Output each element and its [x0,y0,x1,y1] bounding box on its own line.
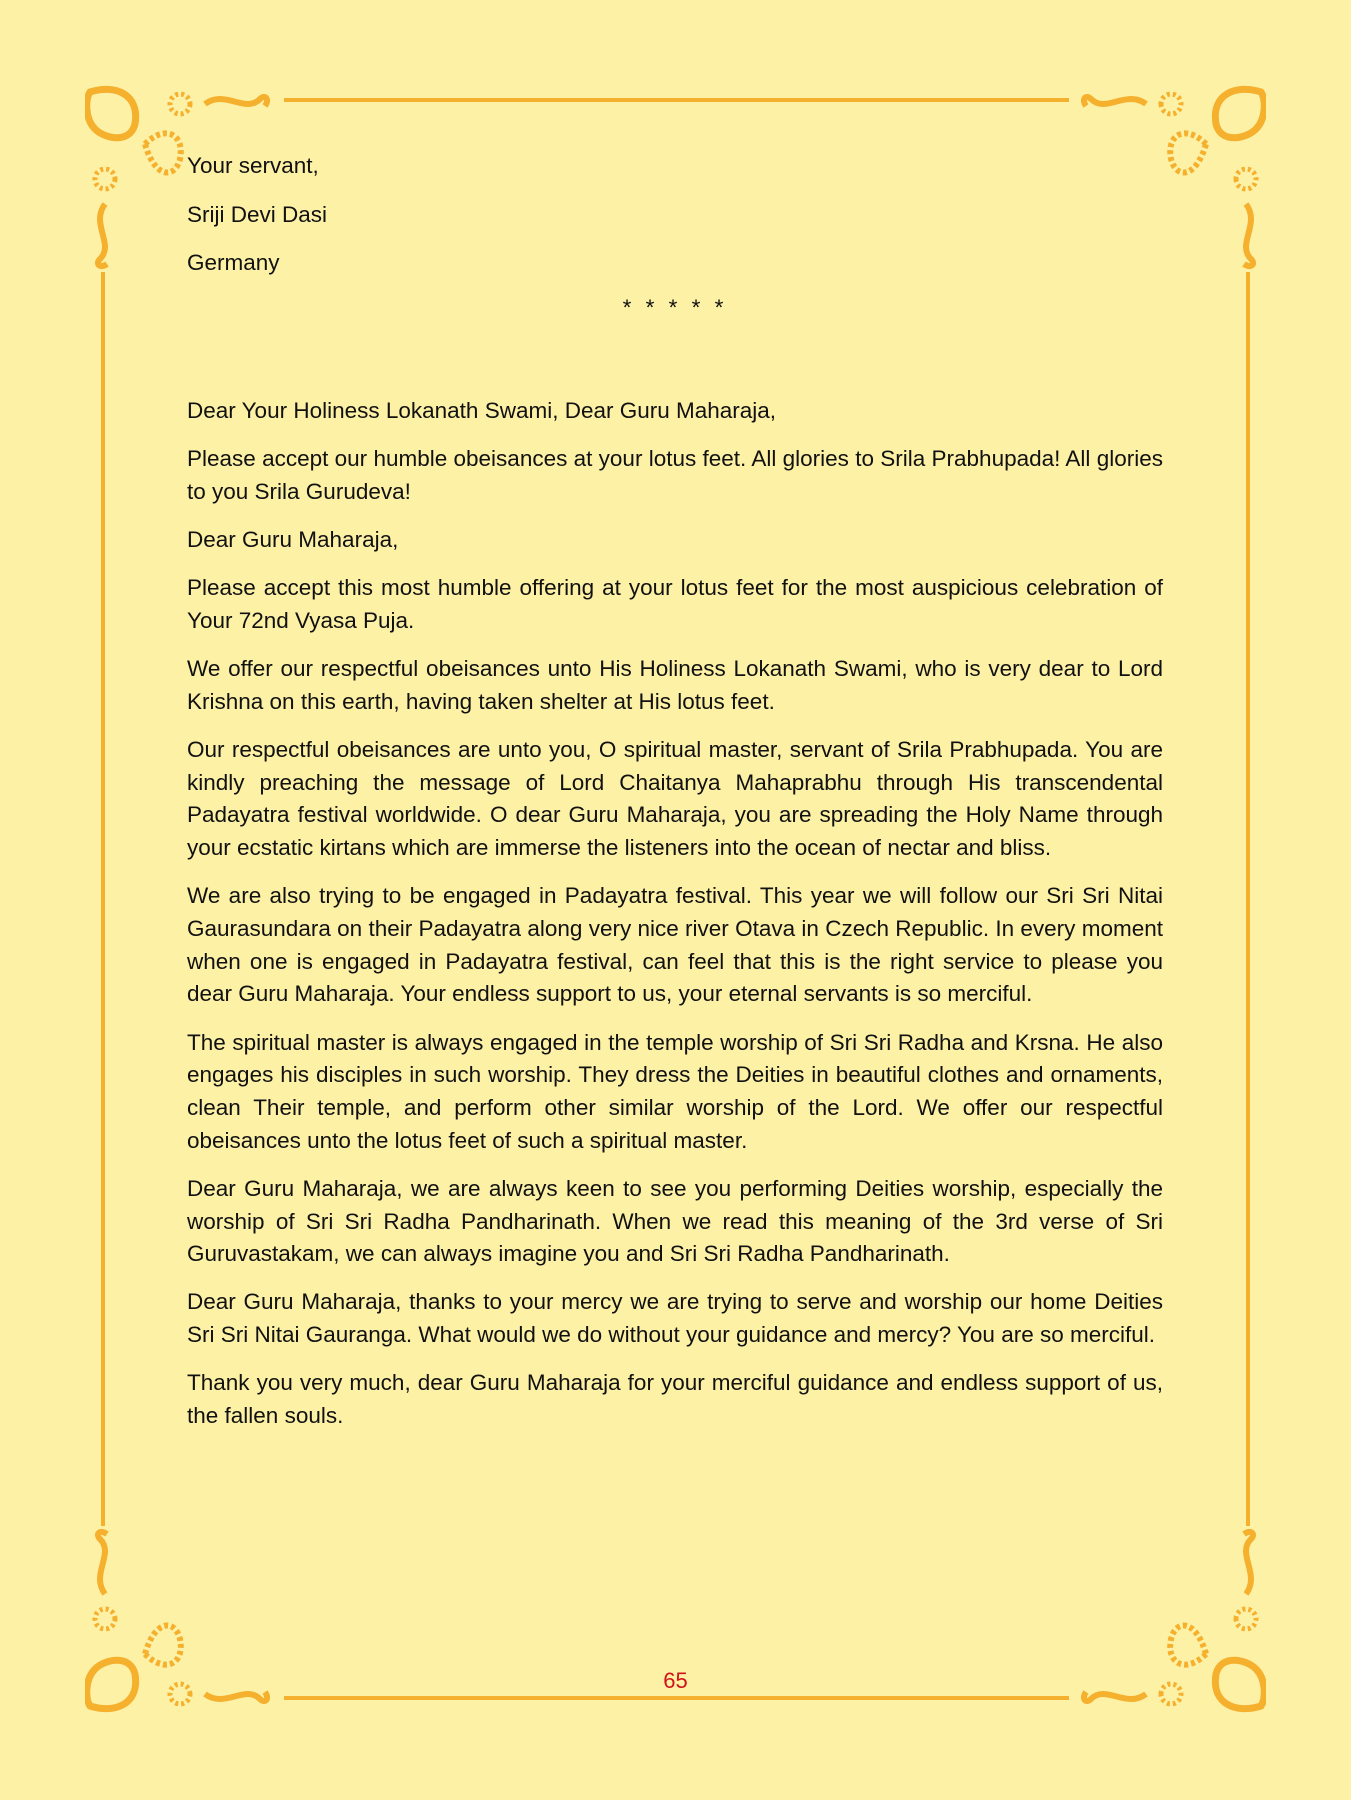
border-bottom [284,1696,1069,1700]
closing: Your servant, [187,153,319,178]
page-number: 65 [663,1668,688,1693]
salutation: Dear Your Holiness Lokanath Swami, Dear Guru Maharaja, [187,397,777,423]
signature-block [187,150,1163,280]
paragraph: Dear Guru Maharaja, we are always keen to see you performing Deities worship, especially the worship of Sri Sri Radha Pandharinath. When we read this meaning of the 3rd verse of Sri Guruvastakam, we can always imagine you and Sri Sri Radha Pandharinath. [187,1175,1163,1267]
border-right [1246,272,1250,1526]
paragraph: Thank you very much, dear Guru Maharaja for your merciful guidance and endless support of us, the fallen souls. [187,1370,1163,1429]
paragraph: Please accept our humble obeisances at your lotus feet. All glories to Srila Prabhupada! All glories to you Srila Gurudeva! [187,446,1163,504]
paragraph: Dear Guru Maharaja, [187,526,399,552]
paragraph: The spiritual master is always engaged in the temple worship of Sri Sri Radha and Krsna. He also engages his disciples in such worship. They dress the Deities in beautiful clothes and ornaments, clean Their temple, and perform other similar worship of the Lord. We offer our respectful obeisances unto the lotus feet of such a spiritual master. [187,1029,1163,1153]
letter [187,395,1163,1433]
paragraph: Please accept this most humble offering at your lotus feet for the most auspicious celebration of Your 72nd Vyasa Puja. [187,575,1163,633]
paragraph: Our respectful obeisances are unto you, O spiritual master, servant of Srila Prabhupada. You are kindly preaching the message of Lord Chaitanya Mahaprabhu through His transcendental Padayatra festival worldwide. O dear Guru Maharaja, you are spreading the Holy Name through your ecstatic kirtans which are immerse the listeners into the ocean of nectar and bliss. [187,736,1163,861]
signer-name: Sriji Devi Dasi [187,201,328,227]
section-separator: * * * * * [622,295,728,321]
paragraph: We are also trying to be engaged in Padayatra festival. This year we will follow our Sri Sri Nitai Gaurasundara on their Padayatra along very nice river Otava in Czech Republic. In every moment when one is engaged in Padayatra festival, can feel that this is the right service to please you dear Guru Maharaja. Your endless support to us, your eternal servants is so merciful. [187,883,1163,1007]
border-left [101,272,105,1526]
paragraph: Dear Guru Maharaja, thanks to your mercy we are trying to serve and worship our home Deities Sri Sri Nitai Gauranga. What would we do without your guidance and mercy? You are so merciful. [187,1289,1163,1348]
border-top [284,98,1069,102]
signer-country: Germany [187,250,280,276]
paragraph: We offer our respectful obeisances unto His Holiness Lokanath Swami, who is very dear to Lord Krishna on this earth, having taken shelter at His lotus feet. [187,656,1163,714]
page-content [187,150,1163,1448]
